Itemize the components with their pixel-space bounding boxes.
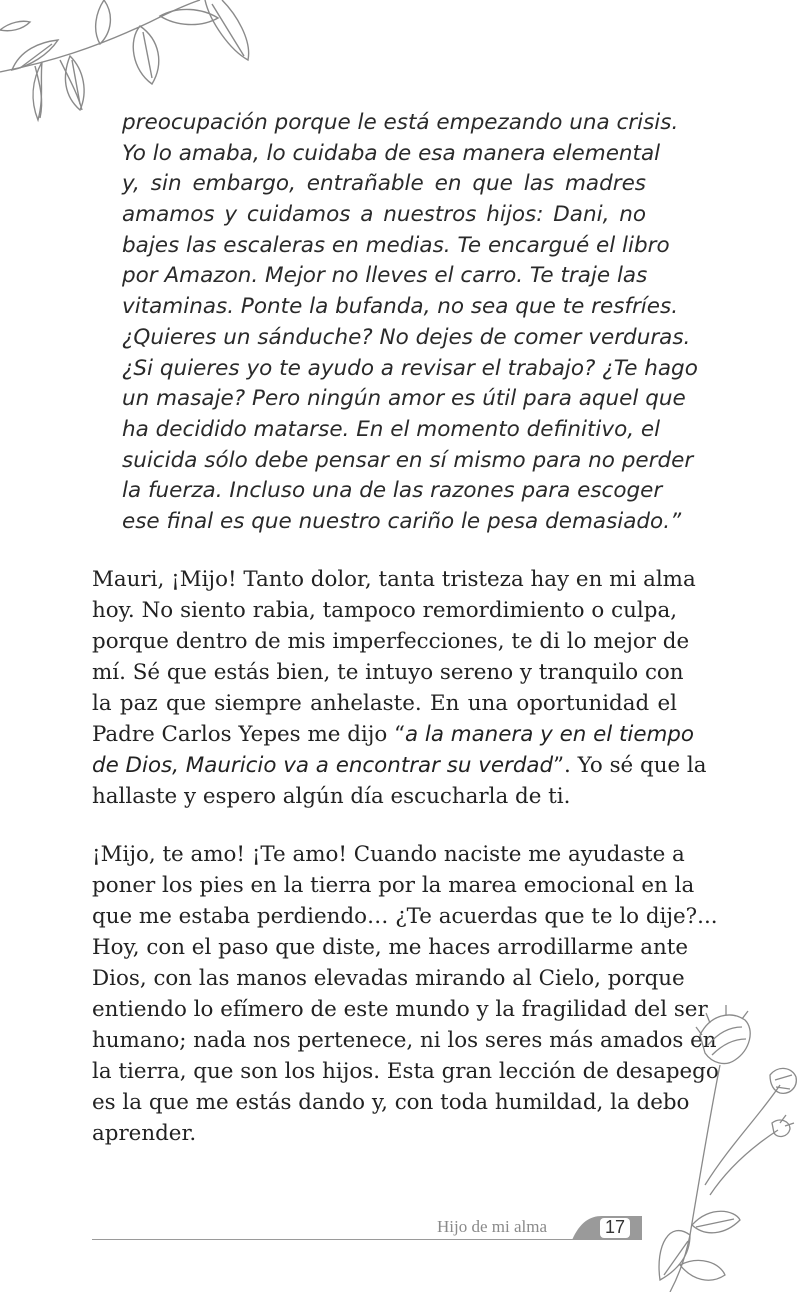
paragraph-line: poner los pies en la tierra por la marea emocional en la — [92, 873, 695, 898]
paragraph-line: porque dentro de mis imperfecciones, te di lo mejor de — [92, 629, 690, 654]
running-head: Hijo de mi alma — [437, 1217, 548, 1236]
paragraph-line — [92, 719, 694, 750]
paragraph-line: entiendo lo efímero de este mundo y la fragilidad del ser — [92, 997, 708, 1022]
paragraph-line: Dios, con las manos elevadas mirando al Cielo, porque — [92, 966, 685, 991]
footer-rule — [92, 1239, 640, 1240]
quote-line: un masaje? Pero ningún amor es útil para aquel que — [122, 386, 686, 412]
paragraph-line: es la que me estás dando y, con toda humildad, la debo — [92, 1090, 690, 1115]
quote-line: por Amazon. Mejor no lleves el carro. Te traje las — [122, 263, 648, 289]
quote-line: preocupación porque le está empezando una crisis. — [122, 110, 679, 135]
paragraph-line: la tierra, que son los hijos. Esta gran lección de desapego — [92, 1059, 719, 1084]
page-number: 17 — [604, 1217, 626, 1237]
paragraph-line: humano; nada nos pertenece, ni los seres más amados en — [92, 1028, 717, 1053]
quote-line: ha decidido matarse. En el momento definitivo, el — [122, 416, 661, 442]
paragraph-line: Mauri, ¡Mijo! Tanto dolor, tanta tristeza hay en mi alma — [92, 567, 696, 592]
quote-line: ¿Si quieres yo te ayudo a revisar el trabajo? ¿Te hago — [122, 355, 698, 381]
quote-line: ¿Quieres un sánduche? No dejes de comer verduras. — [122, 324, 691, 350]
paragraph-line: mí. Sé que estás bien, te intuyo sereno y tranquilo con — [92, 660, 684, 685]
paragraph-line: la paz que siempre anhelaste. En una oportunidad el — [92, 691, 677, 716]
quote-line: vitaminas. Ponte la bufanda, no sea que te resfríes. — [122, 294, 679, 320]
quote-line: bajes las escaleras en medias. Te encargué el libro — [122, 232, 670, 258]
paragraph-line: hoy. No siento rabia, tampoco remordimiento o culpa, — [92, 598, 677, 623]
quoted-text: de Dios, Mauricio va a encontrar su verdad — [92, 753, 554, 778]
quote-line: y, sin embargo, entrañable en que las madres — [122, 171, 646, 197]
paragraph-line: aprender. — [92, 1121, 197, 1146]
flower-stem-icon — [630, 1005, 800, 1292]
quote-line: la fuerza. Incluso una de las razones para escoger — [122, 478, 663, 504]
paragraph-line: hallaste y espero algún día escucharla de ti. — [92, 784, 571, 809]
quote-line: suicida sólo debe pensar en sí mismo para no perder — [122, 447, 694, 473]
body-paragraph-2 — [92, 839, 719, 1149]
paragraph-line: ¡Mijo, te amo! ¡Te amo! Cuando naciste me ayudaste a — [92, 842, 685, 867]
paragraph-line: que me estaba perdiendo… ¿Te acuerdas que te lo dije?... — [92, 904, 718, 929]
line-text: Padre Carlos Yepes me dijo “ — [92, 722, 405, 747]
quoted-text: a la manera y en el tiempo — [404, 722, 694, 747]
body-paragraph-1 — [92, 564, 707, 812]
paragraph-line: Hoy, con el paso que diste, me haces arrodillarme ante — [92, 935, 688, 960]
quote-block — [122, 108, 698, 538]
line-text: ”. Yo sé que la — [553, 753, 707, 778]
quote-line: Yo lo amaba, lo cuidaba de esa manera elemental — [122, 140, 661, 166]
paragraph-line — [92, 750, 707, 781]
quote-line: amamos y cuidamos a nuestros hijos: Dani, no — [122, 202, 646, 228]
quote-line: ese final es que nuestro cariño le pesa demasiado.” — [122, 508, 682, 534]
